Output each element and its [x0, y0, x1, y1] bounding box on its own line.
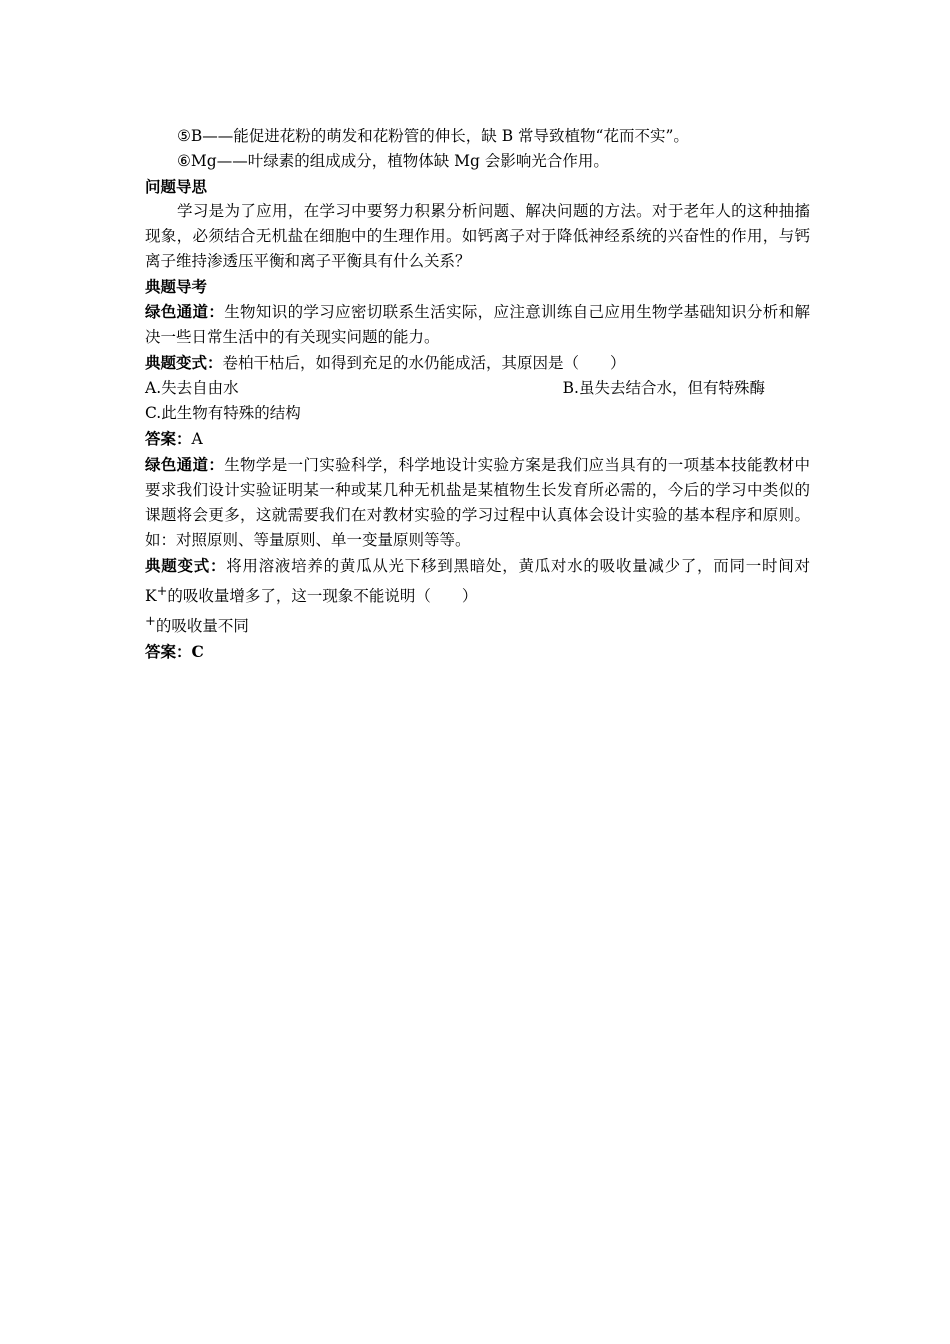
answer-value: C: [191, 642, 204, 662]
superscript-plus: +: [145, 614, 156, 630]
variant-text-part1: 将用溶液培养的黄瓜从光下移到黑暗处，黄瓜对水的吸收量减少了，而同一时间对 K: [145, 557, 810, 606]
green-channel-1: [145, 299, 810, 350]
options-row: [145, 376, 810, 401]
answer-2: [145, 639, 810, 665]
option-a: A.失去自由水: [145, 379, 239, 397]
answer-1: [145, 426, 810, 452]
fragment-text: 的吸收量不同: [155, 617, 249, 636]
green-channel-label: 绿色通道：: [145, 455, 225, 474]
problem-guide-heading: 问题导思: [145, 177, 208, 196]
truncated-option-fragment: [145, 609, 810, 639]
superscript-plus: +: [156, 584, 168, 599]
option-b: B.虽失去结合水，但有特殊酶: [562, 379, 765, 397]
problem-guide-text: 学习是为了应用，在学习中要努力积累分析问题、解决问题的方法。对于老年人的这种抽搐现象，必须结合无机盐在细胞中的生理作用。如钙离子对于降低神经系统的兴奋性的作用，与钙离子维持渗透压平衡和离子平衡具有什么关系？: [145, 202, 810, 270]
variant-text-part2: 的吸收量增多了，这一现象不能说明（ ）: [167, 587, 478, 606]
variant-question-1: [145, 350, 810, 376]
answer-value: A: [191, 430, 203, 448]
green-channel-text: 生物学是一门实验科学，科学地设计实验方案是我们应当具有的一项基本技能教材中要求我们设计实验证明某一种或某几种无机盐是某植物生长发育所必需的，今后的学习中类似的课题将会更多，这就需要我们在对教材实验的学习过程中认真体会设计实验的基本程序和原则。如：对照原则、等量原则、单一变量原则等等。: [145, 456, 810, 549]
variant-label: 典题变式：: [145, 556, 227, 575]
variant-question-2: [145, 553, 810, 609]
exam-guide-heading: 典题导考: [145, 277, 208, 296]
variant-text: 卷柏干枯后，如得到充足的水仍能成活，其原因是（ ）: [222, 354, 626, 372]
green-channel-text: 生物知识的学习应密切联系生活实际，应注意训练自己应用生物学基础知识分析和解决一些日常生活中的有关现实问题的能力。: [145, 303, 810, 346]
variant-label: 典题变式：: [145, 353, 223, 372]
answer-label: 答案：: [145, 429, 192, 448]
document-page: [145, 124, 810, 665]
green-channel-2: [145, 452, 810, 553]
option-c: C.此生物有特殊的结构: [145, 404, 301, 422]
boron-item: ⑤B——能促进花粉的萌发和花粉管的伸长，缺 B 常导致植物“花而不实”。: [177, 127, 689, 145]
green-channel-label: 绿色通道：: [145, 302, 225, 321]
magnesium-item: ⑥Mg——叶绿素的组成成分，植物体缺 Mg 会影响光合作用。: [177, 152, 609, 170]
answer-label: 答案：: [145, 642, 192, 662]
